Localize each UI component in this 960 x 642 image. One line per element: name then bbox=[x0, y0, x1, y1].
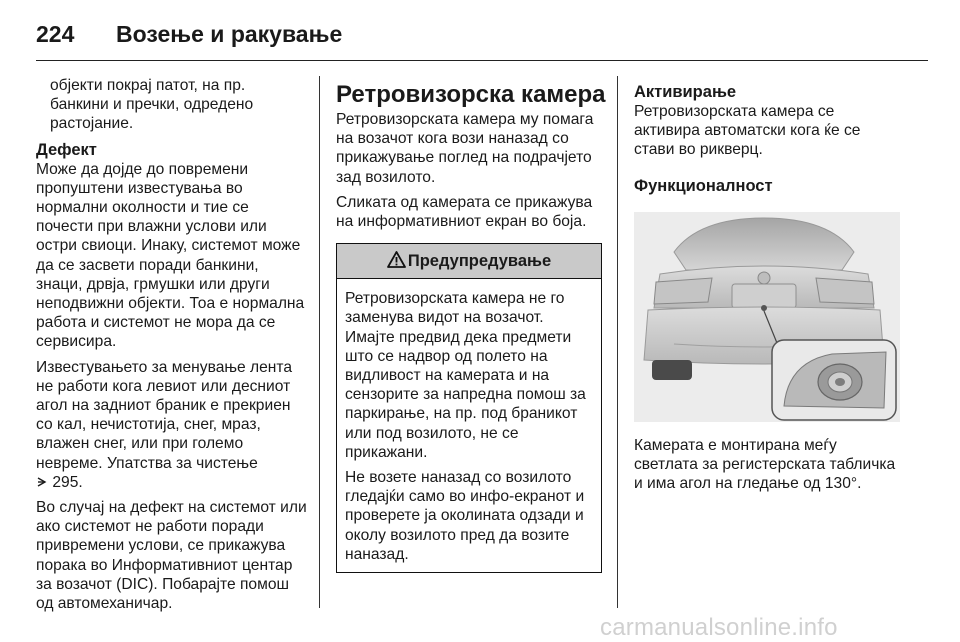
activation-text: Ретровизорската камера се активира автоматски кога ќе се стави во рикверц. bbox=[634, 103, 861, 159]
dic-text: Во случај на дефект на системот или ако системот не работи поради привремени услови, се прикажува порака во Информативниот центар за возачот (DIC). Побарајте помош од автомеханичар. bbox=[36, 499, 307, 613]
rear-camera-illustration bbox=[634, 212, 900, 422]
fault-heading: Дефект bbox=[36, 140, 97, 159]
page-reference[interactable]: 295. bbox=[52, 473, 83, 491]
chapter-title: Возење и ракување bbox=[116, 21, 343, 47]
lane-change-text bbox=[36, 358, 308, 492]
watermark: carmanualsonline.info bbox=[600, 614, 838, 641]
camera-intro-text: Ретровизорската камера му помага на возачот кога вози наназад со прикажување поглед на подрачјето зад возилото. bbox=[336, 111, 594, 186]
column-1 bbox=[36, 76, 308, 619]
warning-text-2: Не возете наназад со возилото гледајќи само во инфо-екранот и проверете ја околината одзади и околу возилото пред да возите наназад. bbox=[345, 469, 585, 563]
column-divider-1 bbox=[319, 76, 320, 608]
column-2 bbox=[336, 82, 606, 573]
continuation-text: објекти покрај патот, на пр. банкини и пречки, одредено растојание. bbox=[50, 77, 254, 133]
function-heading: Функционалност bbox=[634, 176, 773, 195]
column-divider-2 bbox=[617, 76, 618, 608]
header-rule bbox=[36, 60, 928, 61]
page-reference-arrow-icon bbox=[36, 476, 48, 488]
camera-display-text: Сликата од камерата се прикажува на информативниот екран во боја. bbox=[336, 193, 593, 231]
column-3 bbox=[634, 82, 904, 499]
function-text: Камерата е монтирана меѓу светлата за регистерската табличка и има агол на гледање од 130°. bbox=[634, 436, 896, 493]
fault-text: Може да дојде до повремени пропуштени известувања во нормални околности и тие се почести при влажни услови или остри свиоци. Инаку, системот може да се засвети поради банкини, знаци, дрвја, грмушки или други неподвижни објекти. Тоа е нормална работа и системот не мора да се сервисира. bbox=[36, 160, 305, 351]
warning-box bbox=[336, 243, 602, 573]
warning-body bbox=[337, 279, 601, 572]
car-rear-drawing bbox=[634, 212, 900, 422]
warning-title: Предупредување bbox=[407, 252, 552, 271]
page-number: 224 bbox=[36, 21, 75, 47]
lane-change-body: Известувањето за менување лента не работи кога левиот или десниот агол на задниот браник е прекриен со кал, нечистотија, снег, мраз, влажен снег, или при големо невреме. Упатства за чистење bbox=[36, 358, 293, 472]
section-title: Ретровизорска камера bbox=[336, 81, 606, 108]
warning-header bbox=[337, 244, 601, 279]
page-header bbox=[36, 14, 926, 54]
activation-heading: Активирање bbox=[634, 83, 737, 101]
warning-triangle-icon bbox=[387, 251, 406, 268]
warning-text-1: Ретровизорската камера не го заменува видот на возачот. Имајте предвид дека предмети што се надвор од полето на видливост на камерата и на сензорите за напредна помош за паркирање, на пр. под браникот или под возилото, не се прикажани. bbox=[345, 290, 586, 461]
